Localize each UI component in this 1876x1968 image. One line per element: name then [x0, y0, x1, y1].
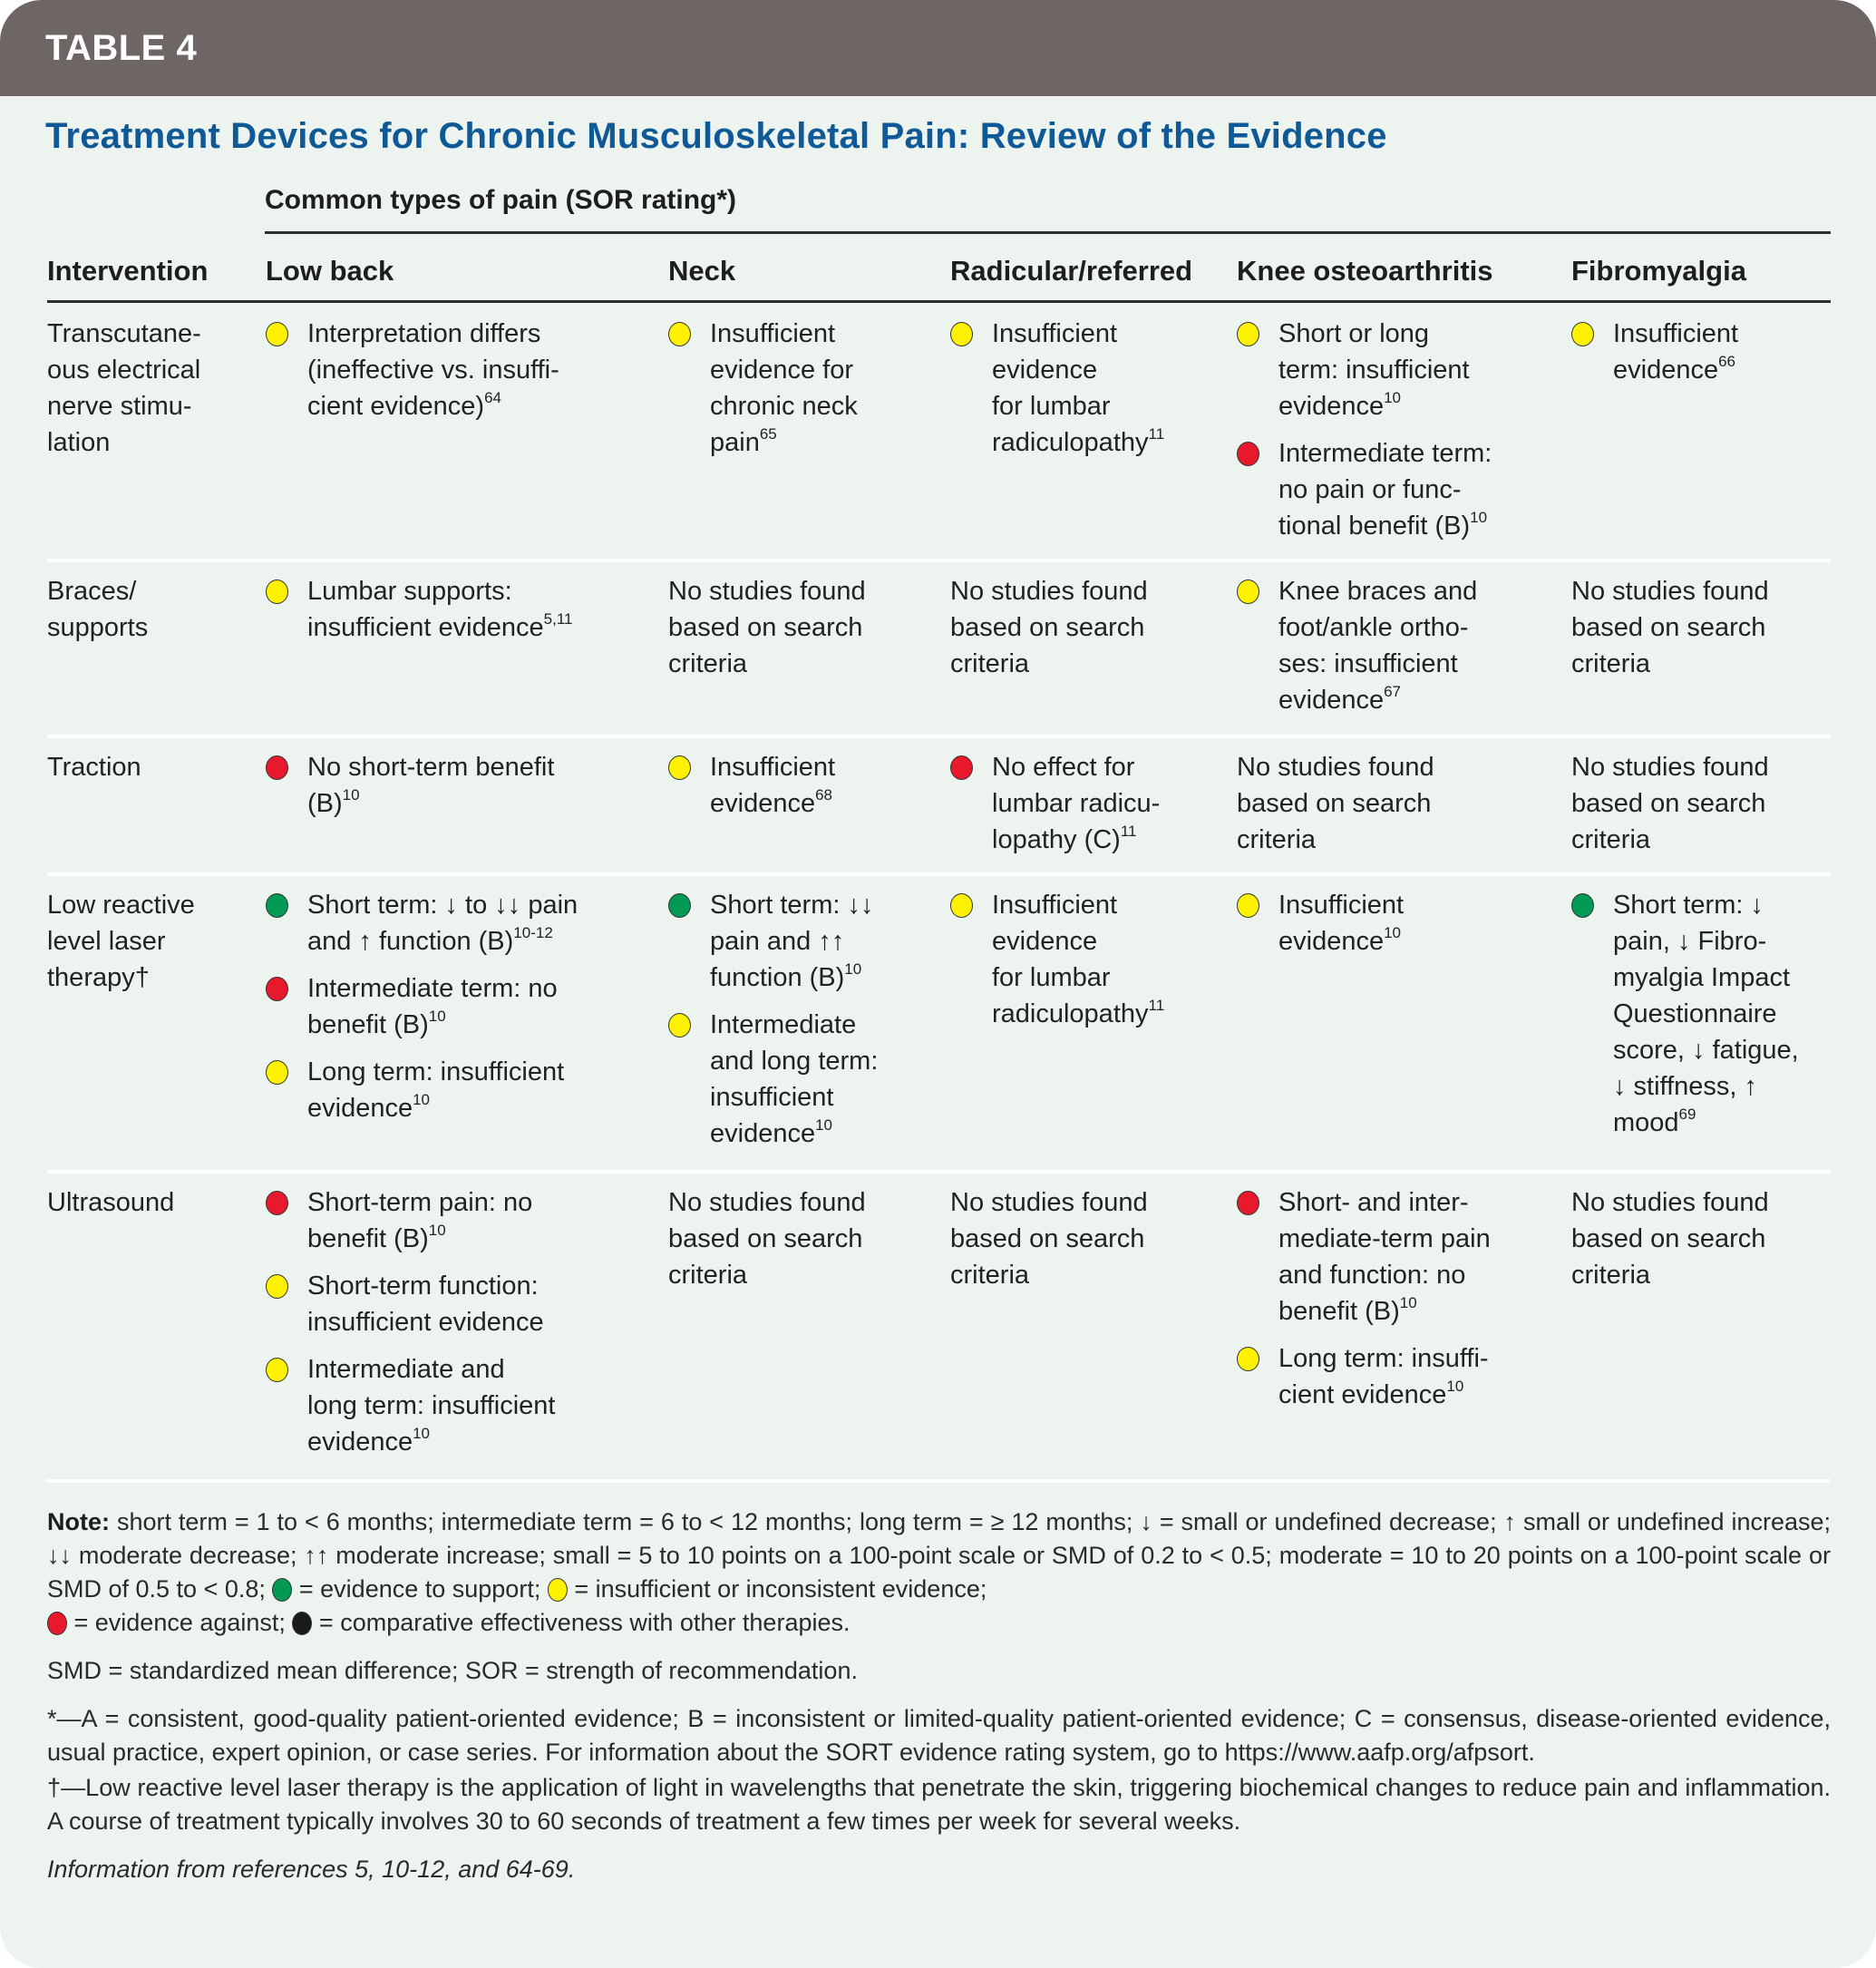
reference-superscript: 68	[815, 786, 833, 804]
cell-low-back	[266, 749, 646, 833]
evidence-text-line: Interpretation differs	[307, 319, 541, 348]
evidence-text-line: cient evidence)$^{64}$	[307, 389, 501, 421]
red-rating-dot-icon	[1237, 442, 1259, 466]
evidence-item	[266, 887, 646, 960]
evidence-item	[266, 573, 646, 646]
evidence-text-line: evidence	[992, 356, 1098, 385]
col-header-low-back: Low back	[266, 255, 394, 287]
reference-superscript: 10	[413, 1091, 431, 1108]
evidence-text-line: Short or long	[1278, 319, 1430, 348]
reference-superscript: 10	[1384, 924, 1402, 941]
evidence-text-line: Insufficient	[710, 753, 836, 782]
evidence-item	[266, 970, 646, 1043]
yellow-rating-dot-icon	[266, 1274, 288, 1299]
red-rating-dot-icon	[266, 977, 288, 1001]
cell-fibromyalgia	[1571, 316, 1834, 399]
evidence-item	[1237, 1340, 1563, 1413]
legend-green-dot-icon	[272, 1578, 292, 1602]
sor-note: *—A = consistent, good-quality patient-oriented evidence; B = inconsistent or limited-quality patient-oriented evidence; C = consensus, disease-oriented evidence, usual practice, expert opinion, or case series. For information about the SORT evidence rating system, go to https://www.aafp.org/afpsort.	[47, 1705, 1831, 1766]
evidence-text-line: Short term: ↓	[1613, 891, 1764, 920]
cell-neck: No studies found based on search criteria	[668, 577, 866, 678]
green-rating-dot-icon	[1571, 893, 1594, 918]
cell-neck: No studies found based on search criteria	[668, 1188, 866, 1290]
evidence-item	[1571, 316, 1834, 388]
note-text: = insufficient or inconsistent evidence;	[567, 1575, 987, 1603]
evidence-text-line: for lumbar	[992, 963, 1111, 992]
evidence-item	[668, 316, 940, 461]
evidence-text-line: Insufficient	[992, 891, 1118, 920]
evidence-text-line: Short term: ↓↓	[710, 891, 874, 920]
evidence-text-line: evidence$^{66}$	[1613, 353, 1736, 385]
evidence-item	[1237, 573, 1563, 718]
reference-superscript: 10	[428, 1222, 446, 1239]
evidence-text-line: Intermediate term:	[1278, 439, 1492, 468]
note-label: Note:	[47, 1508, 110, 1535]
evidence-text-line: radiculopathy$^{11}$	[992, 425, 1165, 457]
table-number: TABLE 4	[45, 28, 198, 68]
note-text: small or undefined increase;	[1516, 1508, 1831, 1535]
yellow-rating-dot-icon	[266, 1060, 288, 1085]
evidence-text-line: No effect for	[992, 753, 1135, 782]
reference-superscript: 10	[413, 1425, 431, 1442]
reference-superscript: 11	[1120, 823, 1137, 840]
evidence-text-line: lumbar radicu-	[992, 789, 1161, 818]
legend-arrow-icon: ↓↓	[47, 1542, 72, 1569]
evidence-text-line: and long term:	[710, 1047, 879, 1076]
evidence-text-line: insufficient evidence	[307, 1308, 544, 1337]
evidence-text-line: Insufficient	[1613, 319, 1739, 348]
cell-knee	[1237, 887, 1563, 970]
evidence-item	[266, 1351, 646, 1460]
yellow-rating-dot-icon	[266, 322, 288, 346]
legend-red-dot-icon	[47, 1612, 67, 1635]
table-header-bar	[0, 0, 1876, 96]
evidence-text-line: tional benefit $(B)^{10}$	[1278, 509, 1488, 541]
col-header-intervention: Intervention	[47, 255, 209, 287]
header-rule	[47, 300, 1831, 303]
evidence-text-line: for lumbar	[992, 392, 1111, 421]
evidence-text-line: mood$^{69}$	[1613, 1106, 1696, 1137]
green-rating-dot-icon	[668, 893, 691, 918]
yellow-rating-dot-icon	[1571, 322, 1594, 346]
evidence-text-line: insufficient	[710, 1083, 834, 1112]
red-rating-dot-icon	[1237, 1191, 1259, 1215]
reference-superscript: 10	[844, 960, 862, 978]
reference-superscript: 64	[484, 389, 501, 406]
reference-superscript: 10	[1446, 1378, 1464, 1395]
notes	[47, 1505, 1831, 1886]
reference-superscript: 66	[1718, 353, 1736, 370]
evidence-text-line: lopathy $(C)^{11}$	[992, 823, 1137, 854]
evidence-text-line: evidence for	[710, 356, 853, 385]
evidence-text-line: Questionnaire	[1613, 999, 1777, 1028]
reference-superscript: 65	[759, 425, 777, 443]
cell-radicular	[950, 316, 1222, 472]
evidence-text-line: evidence	[992, 927, 1098, 956]
evidence-text-line: evidence$^{10}$	[1278, 924, 1402, 956]
evidence-item	[266, 1184, 646, 1257]
cell-knee	[1237, 1184, 1563, 1424]
evidence-item	[266, 1054, 646, 1126]
evidence-item	[950, 887, 1222, 1032]
dagger-note: †—Low reactive level laser therapy is the application of light in wavelengths that penetrate the skin, triggering biochemical changes to reduce pain and inflammation. A course of treatment typically involves 30 to 60 seconds of treatment a few times per week for several weeks.	[47, 1774, 1831, 1835]
reference-superscript: 10-12	[513, 924, 553, 941]
reference-superscript: 67	[1384, 683, 1402, 700]
abbrev-note: SMD = standardized mean difference; SOR = strength of recommendation.	[47, 1657, 858, 1684]
row-label: Braces/ supports	[47, 577, 149, 642]
table-title: Treatment Devices for Chronic Musculoskeletal Pain: Review of the Evidence	[45, 116, 1387, 156]
cell-low-back	[266, 1184, 646, 1471]
evidence-text-line: and ↑ function $(B)^{10-12}$	[307, 924, 553, 956]
evidence-text-line: $(B)^{10}$	[307, 786, 360, 818]
evidence-text-line: benefit $(B)^{10}$	[1278, 1294, 1417, 1326]
row-label: Low reactive level laser therapy†	[47, 891, 195, 992]
col-header-knee: Knee osteoarthritis	[1237, 255, 1493, 287]
cell-low-back	[266, 573, 646, 657]
cell-low-back	[266, 316, 646, 435]
evidence-item	[266, 1268, 646, 1340]
yellow-rating-dot-icon	[1237, 322, 1259, 346]
col-header-neck: Neck	[668, 255, 736, 287]
evidence-text-line: Short- and inter-	[1278, 1188, 1469, 1217]
evidence-text-line: function $(B)^{10}$	[710, 960, 862, 992]
evidence-text-line: No short-term benefit	[307, 753, 555, 782]
row-divider	[47, 735, 1831, 738]
evidence-text-line: and function: no	[1278, 1261, 1466, 1290]
col-header-fibromyalgia: Fibromyalgia	[1571, 255, 1746, 287]
reference-superscript: 11	[1148, 997, 1165, 1014]
evidence-text-line: Long term: insuffi-	[1278, 1344, 1489, 1373]
evidence-item	[1237, 316, 1563, 424]
cell-fibromyalgia: No studies found based on search criteria	[1571, 577, 1769, 678]
cell-radicular	[950, 749, 1222, 869]
evidence-item	[1571, 887, 1834, 1141]
evidence-text-line: evidence$^{67}$	[1278, 683, 1402, 715]
evidence-item	[950, 749, 1222, 858]
evidence-text-line: pain, ↓ Fibro-	[1613, 927, 1767, 956]
reference-superscript: 10	[1399, 1294, 1417, 1311]
legend-arrow-icon: ↑↑	[304, 1542, 329, 1569]
reference-superscript: 5,11	[543, 610, 573, 628]
legend-arrow-icon: ↓	[1140, 1508, 1152, 1535]
evidence-text-line: Insufficient	[1278, 891, 1405, 920]
evidence-text-line: evidence$^{10}$	[1278, 389, 1402, 421]
evidence-text-line: chronic neck	[710, 392, 858, 421]
evidence-text-line: pain and ↑↑	[710, 927, 845, 956]
evidence-text-line: Lumbar supports:	[307, 577, 512, 606]
yellow-rating-dot-icon	[1237, 1347, 1259, 1371]
legend-yellow-dot-icon	[548, 1578, 568, 1602]
row-divider	[47, 1170, 1831, 1174]
evidence-text-line: benefit $(B)^{10}$	[307, 1008, 446, 1039]
evidence-text-line: evidence$^{10}$	[307, 1091, 431, 1123]
evidence-item	[668, 887, 940, 996]
reference-superscript: 10	[1384, 389, 1402, 406]
evidence-text-line: myalgia Impact	[1613, 963, 1791, 992]
cell-radicular: No studies found based on search criteria	[950, 577, 1148, 678]
evidence-text-line: pain$^{65}$	[710, 425, 777, 457]
evidence-item	[668, 749, 940, 822]
row-divider	[47, 1479, 1831, 1483]
evidence-text-line: long term: insufficient	[307, 1391, 556, 1420]
evidence-text-line: radiculopathy$^{11}$	[992, 997, 1165, 1028]
evidence-item	[1237, 1184, 1563, 1330]
evidence-text-line: foot/ankle ortho-	[1278, 613, 1469, 642]
evidence-text-line: Intermediate term: no	[307, 974, 558, 1003]
evidence-text-line: (ineffective vs. insuffi-	[307, 356, 559, 385]
evidence-item	[266, 749, 646, 822]
evidence-text-line: Short-term function:	[307, 1271, 539, 1301]
evidence-text-line: Intermediate and	[307, 1355, 505, 1384]
evidence-text-line: Short term: ↓ to ↓↓ pain	[307, 891, 578, 920]
evidence-text-line: Intermediate	[710, 1010, 857, 1039]
group-header: Common types of pain (SOR rating*)	[265, 185, 737, 215]
reference-superscript: 10	[342, 786, 360, 804]
row-label: Transcutane- ous electrical nerve stimu- lation	[47, 319, 201, 457]
row-divider	[47, 872, 1831, 876]
cell-fibromyalgia: No studies found based on search criteria	[1571, 1188, 1769, 1290]
cell-knee: No studies found based on search criteria	[1237, 753, 1434, 854]
evidence-text-line: evidence$^{10}$	[710, 1116, 833, 1148]
yellow-rating-dot-icon	[266, 1358, 288, 1382]
legend-black-dot-icon	[292, 1612, 312, 1635]
evidence-text-line: Knee braces and	[1278, 577, 1478, 606]
red-rating-dot-icon	[266, 1191, 288, 1215]
evidence-item	[1237, 887, 1563, 960]
evidence-item	[950, 316, 1222, 461]
note-text: short term = 1 to < 6 months; intermediate term = 6 to < 12 months; long term = ≥ 12 months;	[110, 1508, 1141, 1535]
legend-arrow-icon: ↑	[1503, 1508, 1517, 1535]
evidence-text-line: term: insufficient	[1278, 356, 1470, 385]
note-text: = comparative effectiveness with other therapies.	[312, 1609, 851, 1636]
cell-radicular	[950, 887, 1222, 1043]
evidence-text-line: evidence$^{10}$	[307, 1425, 431, 1457]
evidence-text-line: Long term: insufficient	[307, 1057, 565, 1086]
yellow-rating-dot-icon	[266, 580, 288, 604]
evidence-text-line: Insufficient	[710, 319, 836, 348]
reference-superscript: 69	[1678, 1106, 1696, 1123]
evidence-text-line: score, ↓ fatigue,	[1613, 1036, 1799, 1065]
reference-superscript: 10	[1470, 509, 1488, 526]
note-text: moderate increase; small = 5 to 10 points on a 100-point scale or SMD of 0.2 to < 0.5; moderate = 10 to 20 points on a 100-point scale or SMD of 0.5 to < 0.8;	[47, 1542, 1831, 1603]
evidence-text-line: mediate-term pain	[1278, 1224, 1491, 1253]
yellow-rating-dot-icon	[1237, 893, 1259, 918]
cell-fibromyalgia	[1571, 887, 1834, 1152]
evidence-text-line: ↓ stiffness, ↑	[1613, 1072, 1758, 1101]
evidence-text-line: cient evidence$^{10}$	[1278, 1378, 1464, 1409]
evidence-item	[1237, 435, 1563, 544]
yellow-rating-dot-icon	[1237, 580, 1259, 604]
evidence-text-line: Short-term pain: no	[307, 1188, 533, 1217]
evidence-item	[668, 1007, 940, 1152]
note-text: = evidence against;	[67, 1609, 293, 1636]
col-header-radicular: Radicular/referred	[950, 255, 1193, 287]
red-rating-dot-icon	[266, 755, 288, 780]
evidence-text-line: benefit $(B)^{10}$	[307, 1222, 446, 1253]
cell-fibromyalgia: No studies found based on search criteria	[1571, 753, 1769, 854]
yellow-rating-dot-icon	[668, 322, 691, 346]
yellow-rating-dot-icon	[950, 893, 973, 918]
green-rating-dot-icon	[266, 893, 288, 918]
yellow-rating-dot-icon	[668, 1013, 691, 1038]
cell-neck	[668, 887, 940, 1163]
cell-neck	[668, 749, 940, 833]
evidence-text-line: evidence$^{68}$	[710, 786, 833, 818]
row-label: Traction	[47, 753, 141, 782]
reference-superscript: 10	[815, 1116, 833, 1134]
reference-superscript: 10	[428, 1008, 446, 1025]
cell-low-back	[266, 887, 646, 1137]
evidence-text-line: insufficient evidence$^{5,11}$	[307, 610, 573, 642]
group-rule	[265, 231, 1831, 234]
cell-knee	[1237, 316, 1563, 555]
row-label: Ultrasound	[47, 1188, 175, 1217]
evidence-text-line: Insufficient	[992, 319, 1118, 348]
evidence-item	[266, 316, 646, 424]
evidence-text-line: ses: insufficient	[1278, 649, 1458, 678]
note-text: = small or undefined decrease;	[1152, 1508, 1504, 1535]
reference-superscript: 11	[1148, 425, 1165, 443]
evidence-text-line: no pain or func-	[1278, 475, 1462, 504]
row-divider	[47, 559, 1831, 562]
cell-radicular: No studies found based on search criteria	[950, 1188, 1148, 1290]
cell-knee	[1237, 573, 1563, 729]
note-text: moderate decrease;	[72, 1542, 305, 1569]
yellow-rating-dot-icon	[950, 322, 973, 346]
source-note: Information from references 5, 10-12, and 64-69.	[47, 1856, 576, 1883]
note-text: = evidence to support;	[292, 1575, 548, 1603]
note-paragraph	[47, 1505, 1831, 1640]
yellow-rating-dot-icon	[668, 755, 691, 780]
cell-neck	[668, 316, 940, 472]
red-rating-dot-icon	[950, 755, 973, 780]
